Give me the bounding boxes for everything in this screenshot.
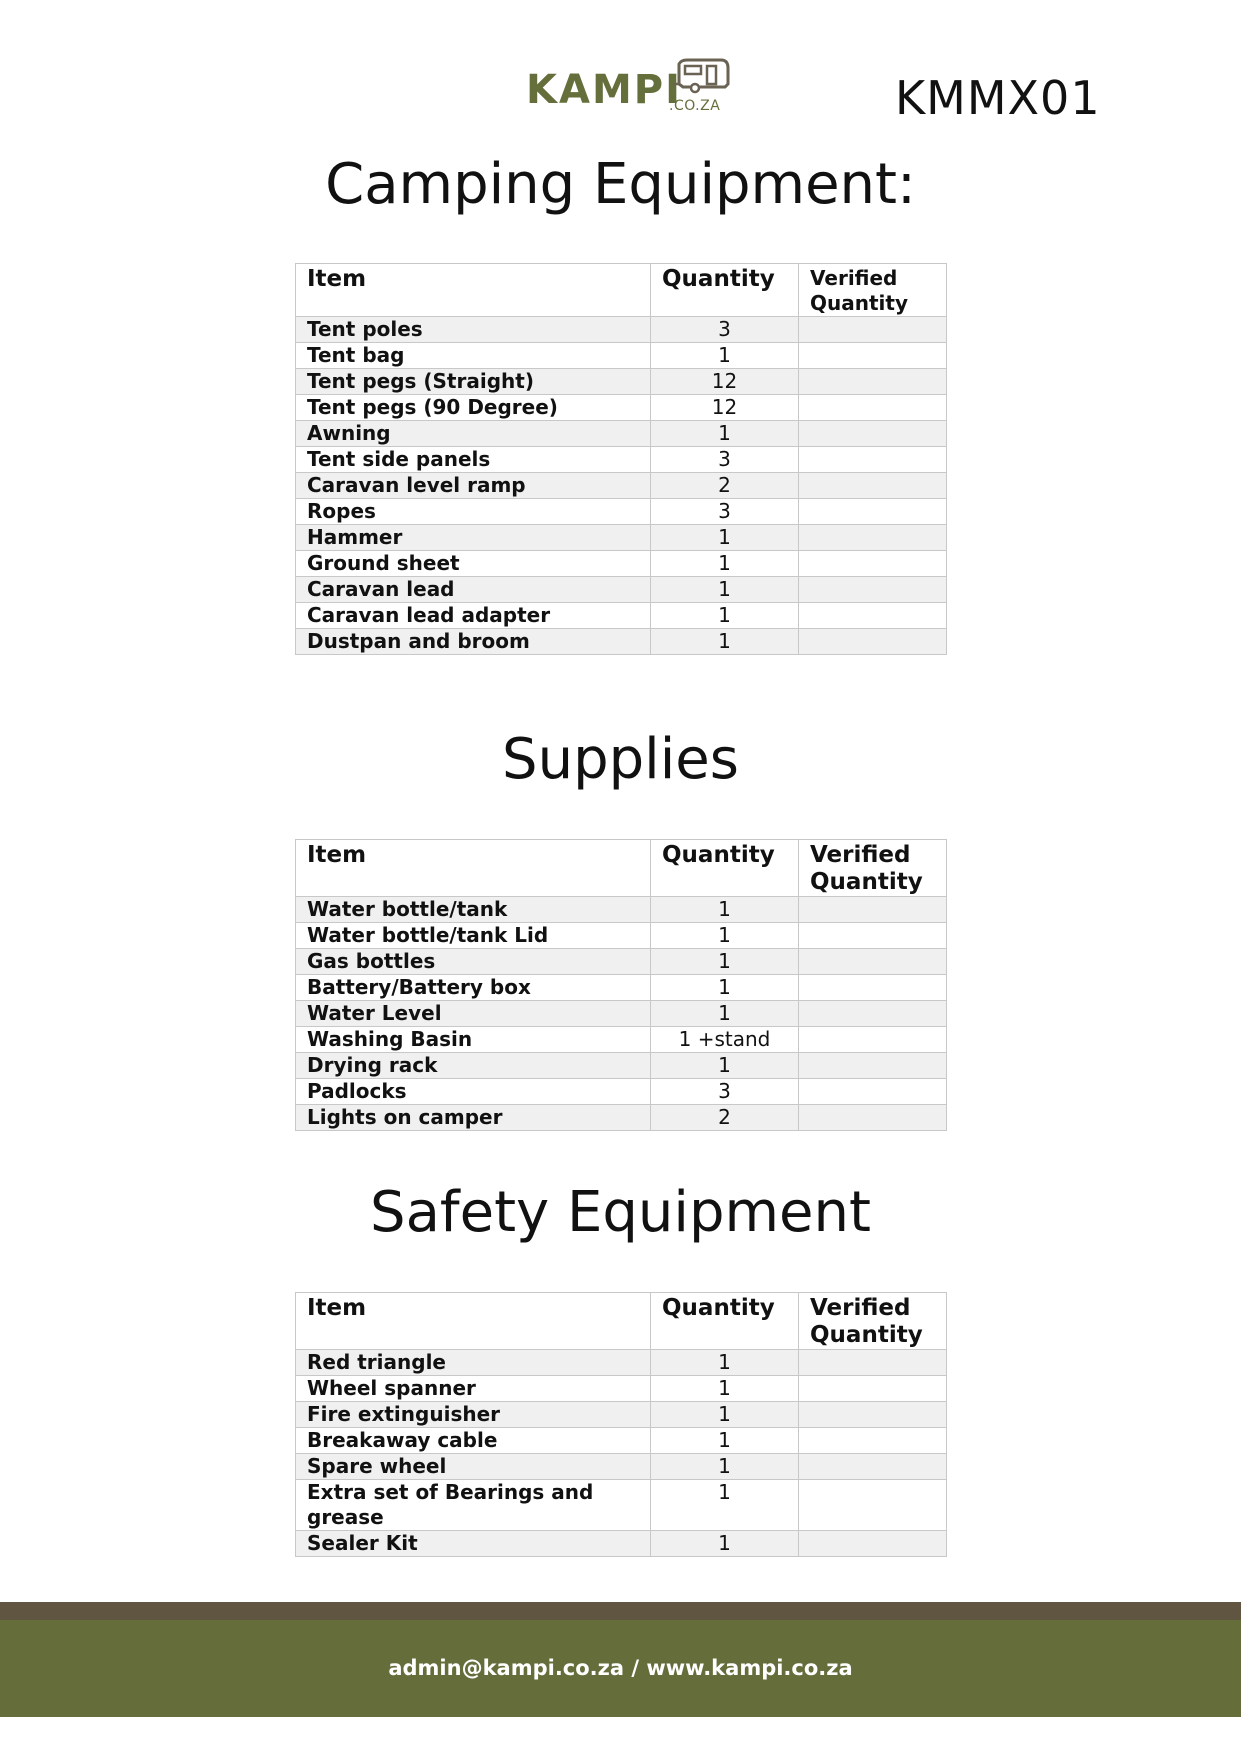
section-title-camping-equipment: Camping Equipment: [325, 152, 916, 217]
item-cell: Sealer Kit [296, 1531, 651, 1557]
verified-quantity-cell[interactable] [799, 447, 947, 473]
quantity-cell: 1 [651, 551, 799, 577]
item-cell: Dustpan and broom [296, 629, 651, 655]
verified-quantity-cell[interactable] [799, 525, 947, 551]
item-cell: Water Level [296, 1001, 651, 1027]
item-cell: Awning [296, 421, 651, 447]
verified-quantity-cell[interactable] [799, 949, 947, 975]
verified-quantity-cell[interactable] [799, 1027, 947, 1053]
item-cell: Fire extinguisher [296, 1402, 651, 1428]
document-code: KMMX01 [895, 71, 1101, 125]
item-cell: Padlocks [296, 1079, 651, 1105]
table-row [296, 551, 947, 577]
quantity-cell: 12 [651, 395, 799, 421]
verified-quantity-cell[interactable] [799, 629, 947, 655]
quantity-cell: 12 [651, 369, 799, 395]
item-cell: Breakaway cable [296, 1428, 651, 1454]
verified-quantity-cell[interactable] [799, 1531, 947, 1557]
quantity-cell: 1 [651, 1454, 799, 1480]
quantity-cell: 1 [651, 1480, 799, 1531]
quantity-cell: 1 [651, 421, 799, 447]
item-cell: Tent pegs (90 Degree) [296, 395, 651, 421]
verified-quantity-cell[interactable] [799, 1402, 947, 1428]
table-row [296, 603, 947, 629]
verified-quantity-cell[interactable] [799, 897, 947, 923]
item-cell: Caravan level ramp [296, 473, 651, 499]
quantity-cell: 1 [651, 1001, 799, 1027]
table-row [296, 975, 947, 1001]
quantity-cell: 1 [651, 1402, 799, 1428]
table-header-row [296, 264, 947, 317]
footer-accent-bar [0, 1602, 1241, 1620]
table-row [296, 923, 947, 949]
item-cell: Drying rack [296, 1053, 651, 1079]
table-row [296, 1027, 947, 1053]
verified-quantity-cell[interactable] [799, 975, 947, 1001]
item-cell: Lights on camper [296, 1105, 651, 1131]
item-cell: Red triangle [296, 1350, 651, 1376]
verified-quantity-cell[interactable] [799, 923, 947, 949]
caravan-icon [673, 58, 731, 94]
verified-quantity-cell[interactable] [799, 343, 947, 369]
table-row [296, 1480, 947, 1531]
verified-quantity-cell[interactable] [799, 1480, 947, 1531]
brand-suffix: .CO.ZA [669, 98, 721, 114]
item-cell: Hammer [296, 525, 651, 551]
table-header-row [296, 1293, 947, 1350]
quantity-cell: 1 [651, 525, 799, 551]
quantity-cell: 1 [651, 343, 799, 369]
quantity-cell: 1 +stand [651, 1027, 799, 1053]
item-cell: Tent pegs (Straight) [296, 369, 651, 395]
item-cell: Water bottle/tank Lid [296, 923, 651, 949]
quantity-cell: 2 [651, 473, 799, 499]
quantity-cell: 3 [651, 317, 799, 343]
quantity-cell: 1 [651, 1428, 799, 1454]
verified-quantity-cell[interactable] [799, 421, 947, 447]
quantity-cell: 1 [651, 1350, 799, 1376]
item-cell: Ropes [296, 499, 651, 525]
quantity-cell: 1 [651, 923, 799, 949]
table-row [296, 421, 947, 447]
quantity-cell: 1 [651, 1376, 799, 1402]
table-row [296, 1454, 947, 1480]
quantity-cell: 3 [651, 447, 799, 473]
quantity-cell: 3 [651, 1079, 799, 1105]
item-cell: Tent bag [296, 343, 651, 369]
table-row [296, 1350, 947, 1376]
column-header-verified-quantity: Verified Quantity [799, 840, 947, 897]
verified-quantity-cell[interactable] [799, 473, 947, 499]
verified-quantity-cell[interactable] [799, 551, 947, 577]
table-row [296, 343, 947, 369]
brand-name: KAMPI [526, 67, 682, 113]
camping-equipment-table [295, 263, 947, 655]
safety-equipment-rows [296, 1350, 947, 1557]
table-row [296, 1053, 947, 1079]
verified-quantity-cell[interactable] [799, 1376, 947, 1402]
camping-equipment-rows [296, 317, 947, 655]
quantity-cell: 1 [651, 1053, 799, 1079]
table-row [296, 473, 947, 499]
table-row [296, 525, 947, 551]
table-row [296, 499, 947, 525]
table-row [296, 1428, 947, 1454]
verified-quantity-cell[interactable] [799, 1105, 947, 1131]
safety-equipment-table [295, 1292, 947, 1557]
quantity-cell: 1 [651, 949, 799, 975]
column-header-item: Item [296, 264, 651, 317]
table-row [296, 369, 947, 395]
table-row [296, 1402, 947, 1428]
footer [0, 1620, 1241, 1717]
section-title-supplies: Supplies [502, 727, 739, 792]
supplies-table [295, 839, 947, 1131]
item-cell: Extra set of Bearings and grease [296, 1480, 651, 1531]
quantity-cell: 1 [651, 577, 799, 603]
verified-quantity-cell[interactable] [799, 1079, 947, 1105]
item-cell: Ground sheet [296, 551, 651, 577]
quantity-cell: 3 [651, 499, 799, 525]
table-row [296, 395, 947, 421]
table-row [296, 897, 947, 923]
table-row [296, 1001, 947, 1027]
column-header-quantity: Quantity [651, 1293, 799, 1350]
verified-quantity-cell[interactable] [799, 603, 947, 629]
quantity-cell: 1 [651, 975, 799, 1001]
verified-quantity-cell[interactable] [799, 577, 947, 603]
column-header-item: Item [296, 840, 651, 897]
table-row [296, 1531, 947, 1557]
verified-quantity-cell[interactable] [799, 1350, 947, 1376]
table-row [296, 949, 947, 975]
table-row [296, 1079, 947, 1105]
item-cell: Water bottle/tank [296, 897, 651, 923]
table-row [296, 577, 947, 603]
table-header-row [296, 840, 947, 897]
verified-quantity-cell[interactable] [799, 499, 947, 525]
column-header-quantity: Quantity [651, 264, 799, 317]
table-row [296, 1376, 947, 1402]
item-cell: Tent poles [296, 317, 651, 343]
quantity-cell: 1 [651, 1531, 799, 1557]
item-cell: Caravan lead [296, 577, 651, 603]
verified-quantity-cell[interactable] [799, 395, 947, 421]
item-cell: Gas bottles [296, 949, 651, 975]
supplies-rows [296, 897, 947, 1131]
verified-quantity-cell[interactable] [799, 1053, 947, 1079]
item-cell: Battery/Battery box [296, 975, 651, 1001]
verified-quantity-cell[interactable] [799, 1454, 947, 1480]
verified-quantity-cell[interactable] [799, 369, 947, 395]
item-cell: Spare wheel [296, 1454, 651, 1480]
column-header-item: Item [296, 1293, 651, 1350]
column-header-verified-quantity: Verified Quantity [799, 1293, 947, 1350]
quantity-cell: 1 [651, 629, 799, 655]
quantity-cell: 2 [651, 1105, 799, 1131]
verified-quantity-cell[interactable] [799, 317, 947, 343]
section-title-safety-equipment: Safety Equipment [370, 1180, 871, 1245]
item-cell: Tent side panels [296, 447, 651, 473]
table-row [296, 629, 947, 655]
table-row [296, 317, 947, 343]
quantity-cell: 1 [651, 603, 799, 629]
item-cell: Caravan lead adapter [296, 603, 651, 629]
item-cell: Wheel spanner [296, 1376, 651, 1402]
item-cell: Washing Basin [296, 1027, 651, 1053]
verified-quantity-cell[interactable] [799, 1001, 947, 1027]
brand-logo [526, 58, 731, 118]
column-header-verified-quantity: Verified Quantity [799, 264, 947, 317]
table-row [296, 447, 947, 473]
table-row [296, 1105, 947, 1131]
quantity-cell: 1 [651, 897, 799, 923]
column-header-quantity: Quantity [651, 840, 799, 897]
verified-quantity-cell[interactable] [799, 1428, 947, 1454]
footer-contact-text: admin@kampi.co.za / www.kampi.co.za [388, 1656, 853, 1680]
